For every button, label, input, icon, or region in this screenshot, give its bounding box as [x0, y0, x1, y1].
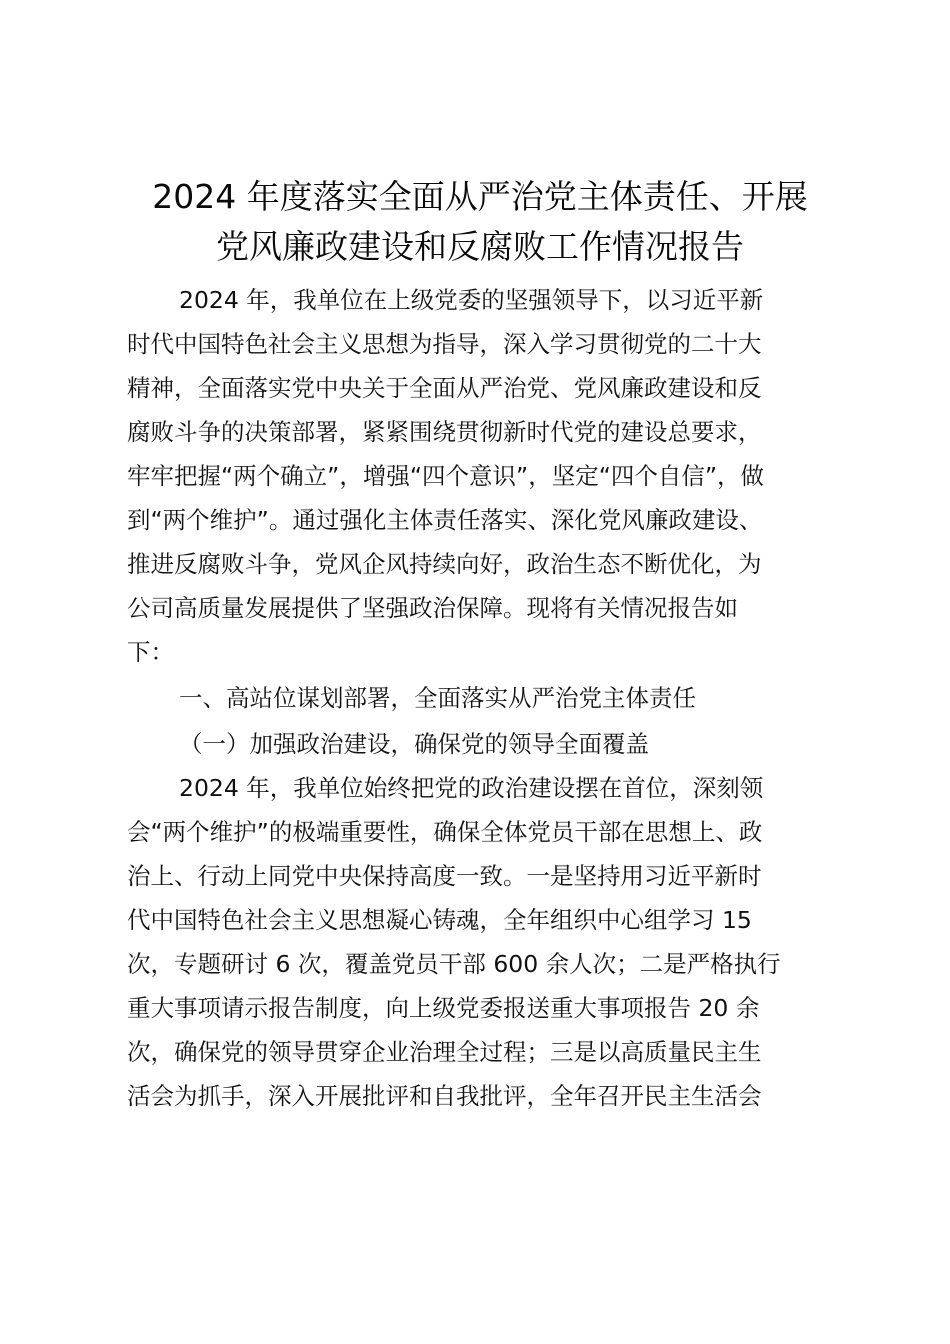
body-line-8: 公司高质量发展提供了坚强政治保障。现将有关情况报告如: [127, 594, 738, 622]
body-line-11: 会“两个维护”的极端重要性，确保全体党员干部在思想上、政: [127, 818, 763, 846]
body-line-12: 治上、行动上同党中央保持高度一致。一是坚持用习近平新时: [127, 862, 762, 890]
subsection-heading-1: （一）加强政治建设，确保党的领导全面覆盖: [179, 730, 649, 758]
body-line-10: 2024 年，我单位始终把党的政治建设摆在首位，深刻领: [179, 774, 764, 802]
body-line-5: 牢牢把握“两个确立”，增强“四个意识”，坚定“四个自信”，做: [127, 462, 765, 490]
body-line-3: 精神，全面落实党中央关于全面从严治党、党风廉政建设和反: [127, 374, 762, 402]
body-line-7: 推进反腐败斗争，党风企风持续向好，政治生态不断优化，为: [127, 550, 762, 578]
body-line-1: 2024 年，我单位在上级党委的坚强领导下，以习近平新: [179, 286, 764, 314]
body-line-17: 活会为抓手，深入开展批评和自我批评，全年召开民主生活会: [127, 1082, 762, 1110]
document-title-line-2: 党风廉政建设和反腐败工作情况报告: [216, 227, 744, 266]
body-line-2: 时代中国特色社会主义思想为指导，深入学习贯彻党的二十大: [127, 330, 762, 358]
body-line-16: 次，确保党的领导贯穿企业治理全过程；三是以高质量民主生: [127, 1038, 762, 1066]
section-heading-1: 一、高站位谋划部署，全面落实从严治党主体责任: [179, 684, 696, 712]
body-line-15: 重大事项请示报告制度，向上级党委报送重大事项报告 20 余: [127, 994, 760, 1022]
document-title-line-1: 2024 年度落实全面从严治党主体责任、开展: [152, 177, 808, 216]
body-line-13: 代中国特色社会主义思想凝心铸魂，全年组织中心组学习 15: [127, 906, 752, 934]
body-line-6: 到“两个维护”。通过强化主体责任落实、深化党风廉政建设、: [127, 506, 763, 534]
body-line-9: 下：: [127, 638, 174, 666]
body-line-14: 次，专题研讨 6 次，覆盖党员干部 600 余人次；二是严格执行: [127, 950, 781, 978]
body-line-4: 腐败斗争的决策部署，紧紧围绕贯彻新时代党的建设总要求，: [127, 418, 762, 446]
